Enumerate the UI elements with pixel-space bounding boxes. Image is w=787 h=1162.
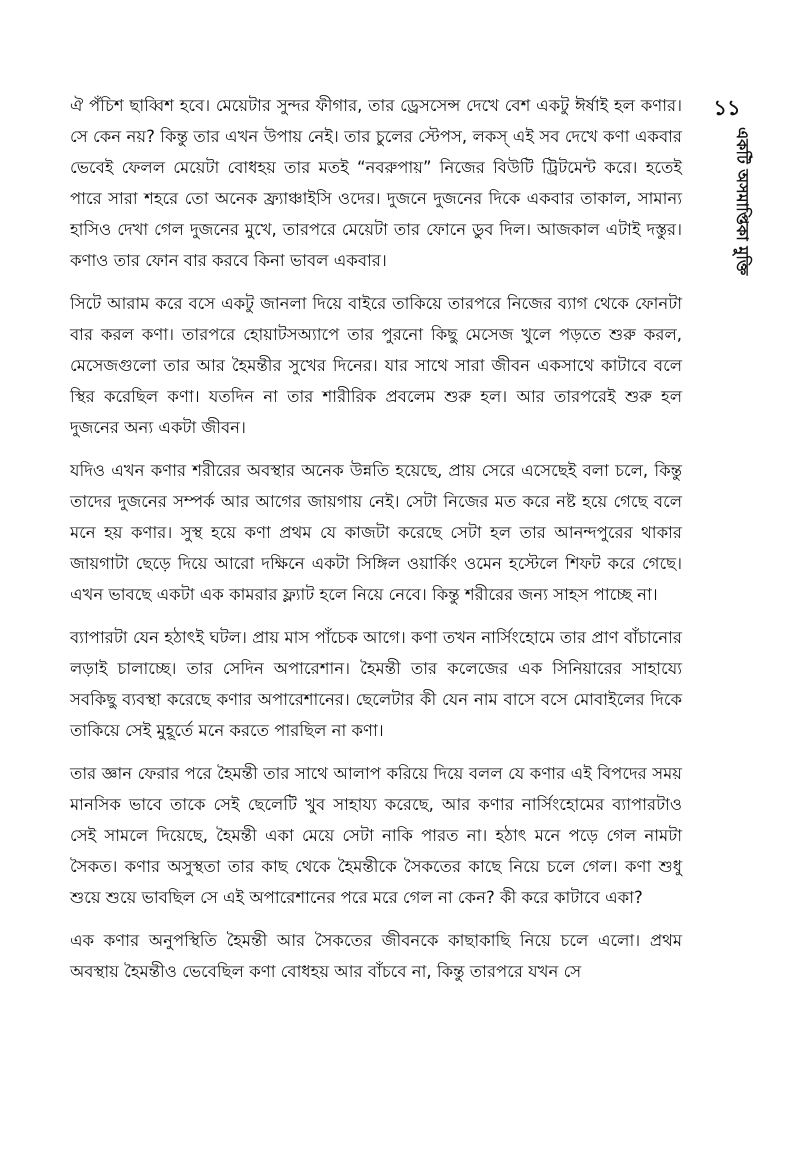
running-title: একটি অসমাপ্তিকা মুক্তি bbox=[733, 127, 752, 276]
paragraph-5: তার জ্ঞান ফেরার পরে হৈমন্তী তার সাথে আলাপ করিয়ে দিয়ে বলল যে কণার এই বিপদের সময় মানসিক ভাবে তাকে সেই ছেলেটি খুব সাহায্য করেছে, আর কণার নার্সিংহোমের ব্যাপারটাও সেই সামলে দিয়েছে, হৈমন্তী একা মেয়ে সেটা নাকি পারত না। হঠাৎ মনে পড়ে গেল নামটা সৈকত। কণার অসুস্থতা তার কাছ থেকে হৈমন্তীকে সৈকতের কাছে নিয়ে চলে গেল। কণা শুধু শুয়ে শুয়ে ভাবছিল সে এই অপারেশানের পরে মরে গেল না কেন? কী করে কাটাবে একা? bbox=[70, 764, 682, 907]
body-text bbox=[70, 90, 682, 999]
paragraph-4: ব্যাপারটা যেন হঠাৎই ঘটল। প্রায় মাস পাঁচেক আগে। কণা তখন নার্সিংহোমে তার প্রাণ বাঁচানোর লড়াই চালাচ্ছে। তার সেদিন অপারেশান। হৈমন্তী তার কলেজের এক সিনিয়ারের সাহায্যে সবকিছু ব্যবস্থা করেছে কণার অপারেশানের। ছেলেটার কী যেন নাম বাসে বসে মোবাইলের দিকে তাকিয়ে সেই মুহূর্তে মনে করতে পারছিল না কণা। bbox=[70, 628, 682, 740]
paragraph-2: সিটে আরাম করে বসে একটু জানলা দিয়ে বাইরে তাকিয়ে তারপরে নিজের ব্যাগ থেকে ফোনটা বার করল কণা। তারপরে হোয়াটসঅ্যাপে তার পুরনো কিছু মেসেজ খুলে পড়তে শুরু করল, মেসেজগুলো তার আর হৈমন্তীর সুখের দিনের। যার সাথে সারা জীবন একসাথে কাটাবে বলে স্থির করেছিল কণা। যতদিন না তার শারীরিক প্রবলেম শুরু হল। আর তারপরেই শুরু হল দুজনের অন্য একটা জীবন। bbox=[70, 294, 682, 437]
paragraph-1: ঐ পঁচিশ ছাব্বিশ হবে। মেয়েটার সুন্দর ফীগার, তার ড্রেসসেন্স দেখে বেশ একটু ঈর্ষাই হল কণার। সে কেন নয়? কিন্তু তার এখন উপায় নেই। তার চুলের স্টেপস, লকস্ এই সব দেখে কণা একবার ভেবেই ফেলল মেয়েটা বোধহয় তার মতই “নবরুপায়” নিজের বিউটি ট্রিটমেন্ট করে। হতেই পারে সারা শহরে তো অনেক ফ্র্যাঞ্চাইসি ওদের। দুজনে দুজনের দিকে একবার তাকাল, সামান্য হাসিও দেখা গেল দুজনের মুখে, তারপরে মেয়েটা তার ফোনে ডুব দিল। আজকাল এটাই দস্তুর। কণাও তার ফোন বার করবে কিনা ভাবল একবার। bbox=[70, 96, 682, 270]
paragraph-3: যদিও এখন কণার শরীরের অবস্থার অনেক উন্নতি হয়েছে, প্রায় সেরে এসেছেই বলা চলে, কিন্তু তাদের দুজনের সম্পর্ক আর আগের জায়গায় নেই। সেটা নিজের মত করে নষ্ট হয়ে গেছে বলে মনে হয় কণার। সুস্থ হয়ে কণা প্রথম যে কাজটা করেছে সেটা হল তার আনন্দপুরের থাকার জায়গাটা ছেড়ে দিয়ে আরো দক্ষিনে একটা সিঙ্গিল ওয়ার্কিং ওমেন হস্টেলে শিফট করে গেছে। এখন ভাবছে একটা এক কামরার ফ্ল্যাট হলে নিয়ে নেবে। কিন্তু শরীরের জন্য সাহস পাচ্ছে না। bbox=[70, 461, 682, 604]
page-number: ১১ bbox=[713, 96, 741, 120]
paragraph-6: এক কণার অনুপস্থিতি হৈমন্তী আর সৈকতের জীবনকে কাছাকাছি নিয়ে চলে এলো। প্রথম অবস্থায় হৈমন্তীও ভেবেছিল কণা বোধহয় আর বাঁচবে না, কিন্তু তারপরে যখন সে bbox=[70, 931, 682, 981]
